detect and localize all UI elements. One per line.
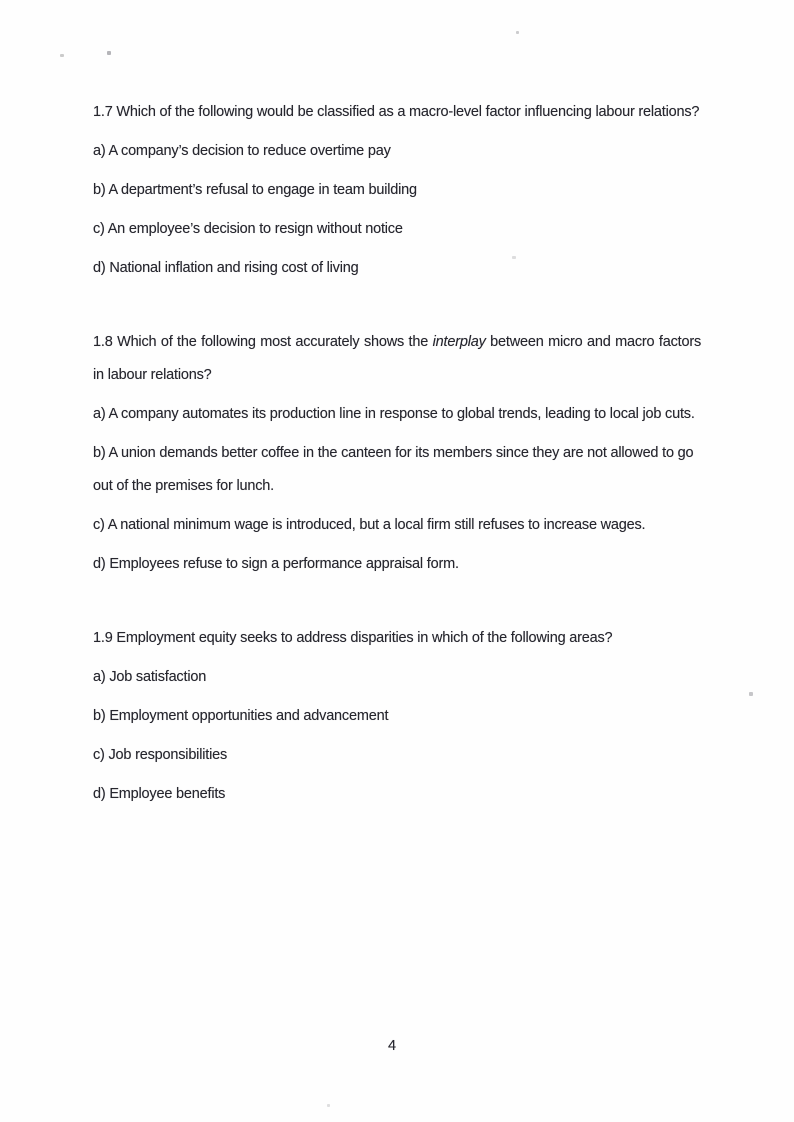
question-content (93, 96, 701, 817)
scan-speck (516, 31, 519, 34)
page-number: 4 (387, 1038, 397, 1054)
answer-option: a) A company automates its production line in response to global trends, leading to local job cuts. (93, 406, 695, 422)
question-text: Which of the following would be classified as a macro-level factor influencing labour relations? (116, 104, 700, 120)
answer-option: b) A union demands better coffee in the canteen for its members since they are not allowed to go out of the premises for lunch. (93, 445, 694, 494)
answer-option: d) Employee benefits (93, 786, 226, 802)
question-text: Which of the following most accurately shows the (117, 334, 433, 350)
question-number: 1.8 (93, 334, 113, 350)
scan-speck (60, 54, 64, 57)
question-text-suffix: between micro and macro factors in labour relations? (93, 334, 702, 383)
question-text: Employment equity seeks to address disparities in which of the following areas? (116, 630, 613, 646)
scan-speck (327, 1104, 330, 1107)
scan-speck (107, 51, 111, 55)
answer-option: c) A national minimum wage is introduced, but a local firm still refuses to increase wages. (93, 517, 646, 533)
question-number: 1.9 (93, 630, 113, 646)
question-block-1-7 (93, 96, 701, 285)
question-paragraph (93, 326, 701, 392)
answer-option: a) Job satisfaction (93, 669, 207, 685)
answer-option: d) Employees refuse to sign a performance appraisal form. (93, 556, 459, 572)
answer-option: a) A company’s decision to reduce overtime pay (93, 143, 391, 159)
answer-option: b) Employment opportunities and advancement (93, 708, 389, 724)
question-number: 1.7 (93, 104, 113, 120)
question-italic-term: interplay (432, 334, 486, 350)
answer-option: b) A department’s refusal to engage in team building (93, 182, 417, 198)
answer-option: c) An employee’s decision to resign without notice (93, 221, 403, 237)
scan-speck (749, 692, 753, 696)
question-block-1-9 (93, 622, 701, 811)
answer-option: d) National inflation and rising cost of living (93, 260, 359, 276)
question-paragraph (93, 96, 701, 129)
question-paragraph (93, 622, 701, 655)
answer-option: c) Job responsibilities (93, 747, 228, 763)
question-block-1-8 (93, 326, 701, 581)
